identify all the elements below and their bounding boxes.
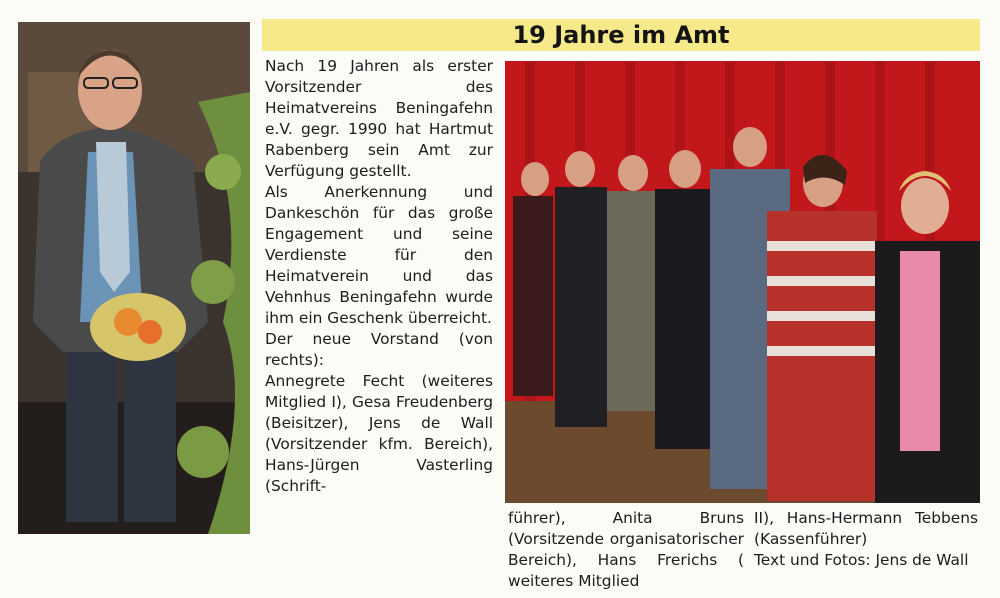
board-intro-paragraph: Der neue Vorstand (von rechts):: [265, 330, 493, 369]
article-headline: 19 Jahre im Amt: [512, 21, 730, 49]
board-list-part2: führer), Anita Bruns (Vorsitzende organisatorischer Bereich), Hans Frerichs ( weiteres Mitglied: [508, 509, 744, 590]
board-list-part3: II), Hans-Hermann Tebbens (Kassenführer): [754, 509, 978, 548]
board-list-column-3: [754, 508, 978, 571]
intro-paragraph: Nach 19 Jahren als erster Vorsitzender des Heimatvereins Beningafehn e.V. gegr. 1990 hat Hartmut Rabenberg sein Amt zur Verfügung gestellt.: [265, 57, 493, 180]
portrait-photo: [18, 22, 250, 534]
group-photo: [505, 61, 980, 503]
article-body-column: [265, 56, 493, 497]
photo-credits: Text und Fotos: Jens de Wall: [754, 551, 969, 569]
board-list-part1: Annegrete Fecht (weiteres Mitglied I), Gesa Freudenberg (Beisitzer), Jens de Wall (Vorsitzender kfm. Bereich), Hans-Jürgen Vasterling (Schrift-: [265, 372, 493, 495]
board-list-column-2: [508, 508, 744, 592]
thanks-paragraph: Als Anerkennung und Dankeschön für das große Engagement und seine Verdienste für den Heimatverein und das Vehnhus Beningafehn wurde ihm ein Geschenk überreicht.: [265, 183, 493, 327]
